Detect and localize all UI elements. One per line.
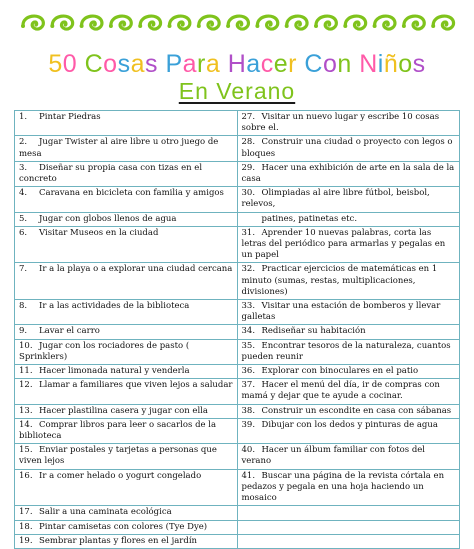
list-item [237, 325, 460, 339]
title-letter: r [288, 50, 297, 78]
table-row [15, 444, 460, 469]
item-text: Hacer el menú del día, ir de compras con mamá y dejar que te ayude a cocinar. [241, 380, 440, 402]
item-text: Construir una ciudad o proyecto con legos o bloques [241, 137, 453, 159]
item-number: 41. [241, 470, 256, 481]
list-item [237, 520, 460, 534]
table-row [15, 339, 460, 364]
swirl-icon [402, 16, 424, 29]
title-letter: a [130, 50, 145, 78]
list-item [15, 379, 238, 404]
item-text: Ir a comer helado o yogurt congelado [39, 470, 202, 481]
title-letter: a [246, 50, 261, 78]
activities-table [14, 110, 460, 549]
title-letter: n [337, 50, 352, 78]
title-letter: c [260, 50, 274, 78]
decorative-swirl-border [20, 10, 460, 36]
list-item [15, 325, 238, 339]
list-item [15, 418, 238, 443]
item-number: 40. [241, 445, 256, 456]
item-number: 38. [241, 405, 256, 416]
item-text: Dibujar con los dedos y pinturas de agua [261, 419, 438, 430]
item-text: Ir a las actividades de la biblioteca [39, 301, 190, 312]
item-text: Pintar Piedras [39, 112, 101, 122]
list-item [237, 300, 460, 325]
title-letter: C [304, 50, 323, 78]
item-number: 27. [241, 112, 256, 122]
item-number: 30. [241, 188, 256, 199]
page-subtitle: En Verano [178, 78, 296, 104]
swirl-icon [21, 16, 43, 29]
item-text: Jugar Twister al aire libre u otro juego de mesa [19, 137, 219, 159]
item-text: Buscar una página de la revista córtala en pedazos y pegala en una hoja haciendo un mosaico [241, 470, 445, 504]
title-letter: i [377, 50, 384, 78]
item-text: Enviar postales y tarjetas a personas que viven lejos [19, 445, 217, 467]
item-text: Ir a la playa o a explorar una ciudad cercana [39, 264, 233, 275]
item-text: Construir un escondite en casa con sábanas [261, 405, 452, 416]
list-item [15, 212, 238, 226]
list-item [15, 444, 238, 469]
list-item [15, 161, 238, 186]
item-number: 17. [19, 507, 33, 518]
table-row [15, 506, 460, 520]
item-text: Sembrar plantas y flores en el jardín [39, 535, 198, 546]
swirl-icon [226, 16, 248, 29]
swirl-icon [168, 16, 190, 29]
swirl-icon [285, 16, 307, 29]
item-number: 14. [19, 419, 33, 430]
item-text: Olimpiadas al aire libre fútbol, beisbol, relevos, [241, 188, 430, 210]
title-letter: H [227, 50, 247, 78]
swirl-icon [255, 16, 277, 29]
table-row [15, 187, 460, 212]
table-row [15, 379, 460, 404]
item-number: 37. [241, 380, 256, 391]
item-text: Diseñar su propia casa con tizas en el concreto [19, 162, 203, 185]
item-number: 4. [19, 188, 28, 199]
item-text: Practicar ejercicios de matemáticas en 1 minuto (sumas, restas, multiplicaciones, divisiones) [241, 264, 438, 297]
item-text: Jugar con globos llenos de agua [39, 213, 177, 224]
swirl-icon [314, 16, 336, 29]
table-row [15, 325, 460, 339]
title-letter: 0 [62, 50, 78, 78]
item-text: Jugar con los rociadores de pasto ( Sprinklers) [19, 340, 190, 362]
item-number: 18. [19, 521, 33, 532]
item-number: 28. [241, 137, 256, 148]
item-number: 2. [19, 137, 28, 148]
item-text: Hacer limonada natural y venderla [39, 366, 190, 377]
title-letter: s [117, 50, 131, 78]
title-letter: a [182, 50, 198, 78]
item-text: Visitar una estación de bomberos y llevar galletas [241, 301, 441, 323]
list-item [237, 111, 460, 136]
item-text: Comprar libros para leer o sacarlos de la biblioteca [19, 419, 217, 442]
list-item [15, 469, 238, 506]
title-letter: C [84, 50, 104, 78]
list-item [237, 136, 460, 161]
table-row [15, 263, 460, 300]
item-number: 9. [19, 326, 28, 337]
list-item [237, 161, 460, 186]
table-row [15, 212, 460, 226]
table-row [15, 136, 460, 161]
title-letter: ñ [383, 50, 399, 78]
item-number: 29. [241, 162, 256, 173]
list-item [237, 263, 460, 300]
item-text: Hacer plastilina casera y jugar con ella [39, 405, 208, 416]
item-text: Lavar el carro [39, 326, 100, 337]
item-number: 32. [241, 264, 256, 275]
item-number: 1. [19, 112, 28, 122]
item-number: 39. [241, 419, 256, 430]
table-row [15, 469, 460, 506]
item-text: Rediseñar su habitación [261, 326, 366, 337]
item-number: 8. [19, 301, 28, 312]
list-item [15, 404, 238, 418]
table-row [15, 534, 460, 548]
item-number: 10. [19, 340, 33, 351]
item-number: 34. [241, 326, 256, 337]
list-item [237, 365, 460, 379]
item-text: Salir a una caminata ecológica [39, 507, 172, 518]
table-row [15, 226, 460, 263]
title-letter: P [165, 50, 183, 78]
item-number: 7. [19, 264, 28, 275]
list-item [15, 136, 238, 161]
page-title [0, 50, 474, 79]
table-row [15, 161, 460, 186]
item-number: 12. [19, 380, 33, 391]
item-number: 16. [19, 470, 33, 481]
item-text: Visitar Museos en la ciudad [39, 227, 159, 238]
list-item [15, 520, 238, 534]
title-letter: s [144, 50, 158, 78]
list-item [237, 339, 460, 364]
item-text: Visitar un nuevo lugar y escribe 10 cosas sobre el. [241, 112, 440, 134]
list-item [15, 111, 238, 136]
swirl-icon [109, 16, 131, 29]
item-number: 6. [19, 227, 28, 238]
list-item [237, 506, 460, 520]
item-text: Pintar camisetas con colores (Tye Dye) [39, 521, 208, 532]
item-number: 5. [19, 213, 28, 224]
item-text: Aprender 10 nuevas palabras, corta las letras del periódico para armarlas y pegalas en un papel [241, 227, 446, 261]
item-number: 33. [241, 301, 256, 312]
list-item [237, 212, 460, 226]
title-letter: o [398, 50, 413, 78]
item-number: 15. [19, 445, 33, 456]
swirl-icon [431, 16, 453, 29]
list-item [15, 226, 238, 263]
list-item [15, 339, 238, 364]
list-item [15, 300, 238, 325]
title-letter: o [322, 50, 338, 78]
list-item [15, 263, 238, 300]
swirl-icon [50, 16, 72, 29]
item-text: Hacer un álbum familiar con fotos del verano [241, 445, 426, 467]
item-number: 3. [19, 162, 28, 173]
table-row [15, 520, 460, 534]
item-number: 13. [19, 405, 33, 416]
table-row [15, 365, 460, 379]
list-item [237, 379, 460, 404]
table-row [15, 418, 460, 443]
item-text: Encontrar tesoros de la naturaleza, cuantos pueden reunir [241, 340, 451, 362]
list-item [237, 418, 460, 443]
item-number: 19. [19, 535, 33, 546]
table-row [15, 111, 460, 136]
swirl-icon [138, 16, 160, 29]
item-text: Explorar con binoculares en el patio [261, 366, 419, 377]
title-letter: a [205, 50, 221, 78]
swirl-icon [373, 16, 395, 29]
swirl-icon [343, 16, 365, 29]
swirl-icon [80, 16, 102, 29]
list-item [237, 187, 460, 212]
item-text: Caravana en bicicleta con familia y amigos [39, 188, 224, 199]
list-item [237, 534, 460, 548]
list-item [237, 444, 460, 469]
title-letter [77, 50, 84, 78]
item-text: Llamar a familiares que viven lejos a saludar [39, 380, 233, 391]
table-row [15, 300, 460, 325]
item-text: patines, patinetas etc. [261, 213, 358, 224]
list-item [237, 226, 460, 263]
title-letter: r [197, 50, 206, 78]
list-item [15, 187, 238, 212]
list-item [15, 506, 238, 520]
item-number: 11. [19, 366, 33, 377]
title-letter: N [359, 50, 378, 78]
title-letter: e [273, 50, 289, 78]
list-item [15, 534, 238, 548]
title-letter: s [412, 50, 426, 78]
title-letter: 5 [48, 50, 63, 78]
item-text: Hacer una exhibición de arte en la sala de la casa [241, 162, 455, 185]
list-item [237, 469, 460, 506]
item-number: 35. [241, 340, 256, 351]
swirl-icon [197, 16, 219, 29]
item-number: 31. [241, 227, 256, 238]
list-item [237, 404, 460, 418]
title-letter [220, 50, 227, 78]
item-number: 36. [241, 366, 256, 377]
list-item [15, 365, 238, 379]
table-row [15, 404, 460, 418]
title-letter: o [103, 50, 118, 78]
